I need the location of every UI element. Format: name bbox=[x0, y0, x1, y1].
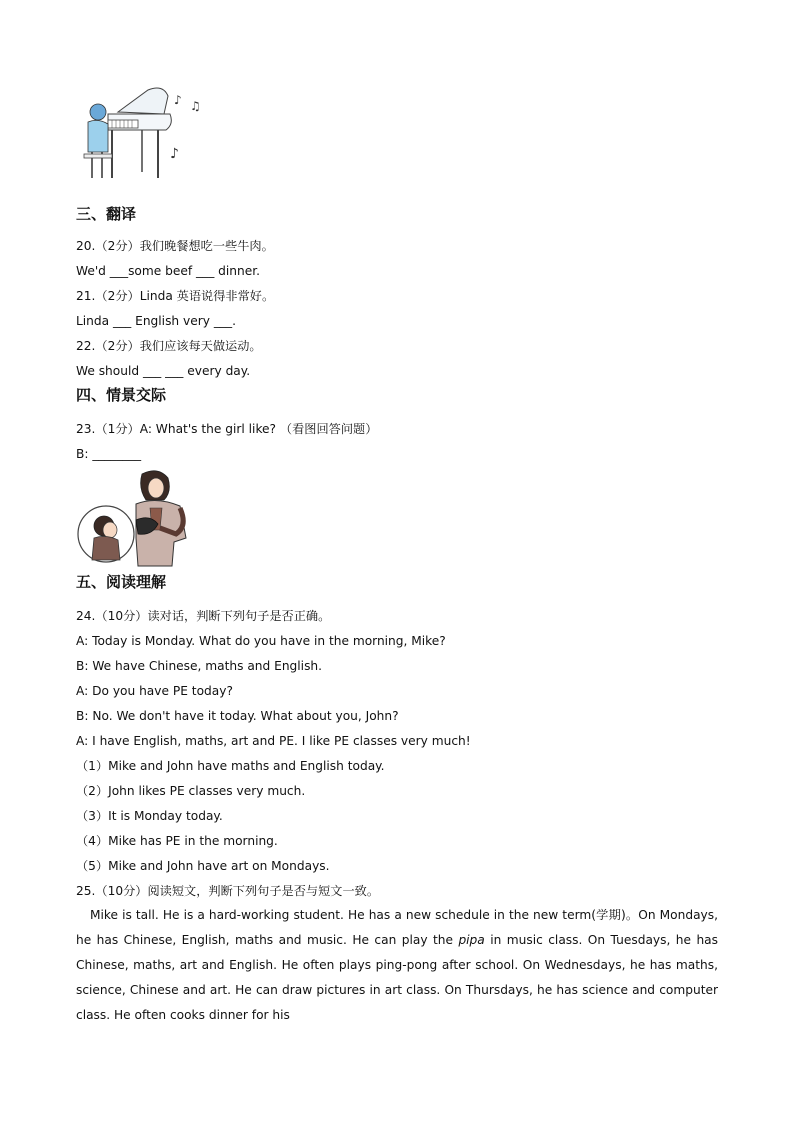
q24-dialogue-line: A: Today is Monday. What do you have in the morning, Mike? bbox=[76, 634, 446, 648]
q22-prompt: 22.（2分）我们应该每天做运动。 bbox=[76, 339, 262, 353]
section-heading-reading: 五、阅读理解 bbox=[76, 573, 167, 591]
q22-answer: We should ___ ___ every day. bbox=[76, 364, 251, 378]
q25-passage-text: Mike is tall. He is a hard-working student. He has a new schedule in the new term(学期)。On Mondays, he has Chinese, English, maths and music. He can play the bbox=[76, 908, 718, 947]
q24-statement: （5）Mike and John have art on Mondays. bbox=[76, 859, 330, 873]
section-heading-situation: 四、情景交际 bbox=[76, 386, 167, 404]
q24-statement: （2）John likes PE classes very much. bbox=[76, 784, 306, 798]
q24-dialogue-line: A: Do you have PE today? bbox=[76, 684, 233, 698]
q24-dialogue-line: B: No. We don't have it today. What about you, John? bbox=[76, 709, 399, 723]
q23-prompt: 23.（1分）A: What's the girl like? （看图回答问题） bbox=[76, 422, 378, 436]
section-heading-translation: 三、翻译 bbox=[76, 205, 137, 223]
q23-answer: B: ________ bbox=[76, 447, 142, 461]
q25-passage-text: in music class. On Tuesdays, he has Chinese, maths, art and English. He often plays ping-pong after school. On Wednesdays, he has maths, science, Chinese and art. He can draw pictures in art class. On Thursdays, he has science and computer class. He often cooks dinner for his bbox=[76, 933, 718, 1022]
q20-prompt: 20.（2分）我们晚餐想吃一些牛肉。 bbox=[76, 239, 274, 253]
q24-dialogue-line: B: We have Chinese, maths and English. bbox=[76, 659, 323, 673]
q25-passage-italic: pipa bbox=[458, 933, 485, 947]
q25-passage bbox=[76, 903, 718, 1028]
q25-prompt: 25.（10分）阅读短文，判断下列句子是否与短文一致。 bbox=[76, 884, 380, 898]
q21-prompt: 21.（2分）Linda 英语说得非常好。 bbox=[76, 289, 275, 303]
svg-text:♪: ♪ bbox=[174, 93, 182, 107]
svg-text:♫: ♫ bbox=[190, 99, 201, 113]
q24-statement: （3）It is Monday today. bbox=[76, 809, 223, 823]
q21-answer: Linda ___ English very ___. bbox=[76, 314, 236, 328]
q20-answer: We'd ___some beef ___ dinner. bbox=[76, 264, 261, 278]
mother-girl-illustration bbox=[76, 468, 190, 568]
q24-statement: （1）Mike and John have maths and English today. bbox=[76, 759, 385, 773]
q24-prompt: 24.（10分）读对话，判断下列句子是否正确。 bbox=[76, 609, 331, 623]
piano-illustration bbox=[78, 82, 210, 188]
q24-dialogue-line: A: I have English, maths, art and PE. I like PE classes very much! bbox=[76, 734, 471, 748]
svg-text:♪: ♪ bbox=[170, 146, 179, 162]
q24-statement: （4）Mike has PE in the morning. bbox=[76, 834, 278, 848]
